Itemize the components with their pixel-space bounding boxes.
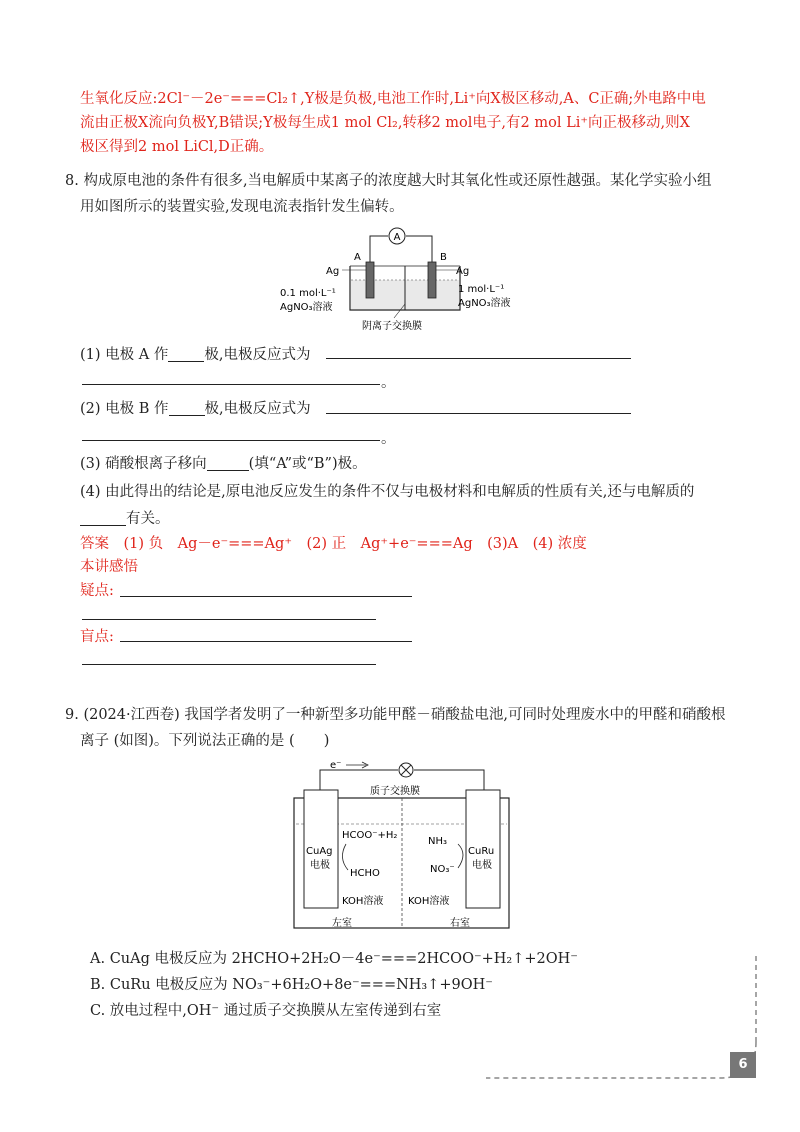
nh3-product: NH₃ [428,836,448,847]
membrane-label: 阴离子交换膜 [362,321,422,332]
prev-answer-line-2: 流由正极X流向负极Y,B错误;Y极每生成1 mol Cl₂,转移2 mol电子,有2 mol Li⁺向正极移动,则X [80,115,690,131]
q9-stem-line-1: 9. (2024·江西卷) 我国学者发明了一种新型多功能甲醛－硝酸盐电池,可同时处理废水中的甲醛和硝酸根 [65,707,726,723]
q8-part-2-blank-1[interactable] [169,399,205,416]
hcho-reactant: HCHO [350,868,380,879]
q9-option-a[interactable]: A. CuAg 电极反应为 2HCHO+2H₂O－4e⁻===2HCOO⁻+H₂↑+2OH⁻ [90,951,578,967]
prev-answer-line-1: 生氧化反应:2Cl⁻－2e⁻===Cl₂↑,Y极是负极,电池工作时,Li⁺向X极区移动,A、C正确;外电路中电 [80,91,706,107]
proton-membrane-label: 质子交换膜 [370,786,420,797]
q8-part-4-line-1: (4) 由此得出的结论是,原电池反应发生的条件不仅与电极材料和电解质的性质有关,还与电解质的 [80,484,695,500]
q8-part-1 [80,343,740,367]
q8-part-3-lead: (3) 硝酸根离子移向 [80,456,207,472]
q8-part-2-answer-line-a[interactable] [326,413,631,414]
electron-label: e⁻ [330,760,342,771]
left-concentration: 0.1 mol·L⁻¹ [280,288,336,299]
blind-line-1[interactable] [120,641,412,642]
q8-part-1-lead: (1) 电极 A 作 [80,347,169,363]
no3-reactant: NO₃⁻ [430,864,455,875]
reflection-title: 本讲感悟 [80,559,138,575]
q8-part-3-blank[interactable] [207,454,249,471]
doubt-line-1[interactable] [120,596,412,597]
right-solution: AgNO₃溶液 [458,298,511,309]
cuag-electrode-label: 电极 [310,860,330,871]
q8-stem-line-2: 用如图所示的装置实验,发现电流表指针发生偏转。 [80,199,404,215]
q8-part-4-line-2 [80,507,740,531]
q8-stem-line-1: 8. 构成原电池的条件有很多,当电解质中某离子的浓度越大时其氧化性或还原性越强。某化学实验小组 [65,173,712,189]
page-number: 6 [730,1052,756,1078]
koh-left: KOH溶液 [342,896,384,907]
q8-part-4-blank[interactable] [80,509,126,526]
ammeter-label: A [393,232,401,243]
q8-part-2-mid: 极,电极反应式为 [204,401,311,417]
prev-answer-line-3: 极区得到2 mol LiCl,D正确。 [80,139,274,155]
q9-stem-line-2: 离子 (如图)。下列说法正确的是 ( ) [80,733,330,749]
hcoo-product: HCOO⁻+H₂ [342,830,398,841]
koh-right: KOH溶液 [408,896,450,907]
q8-answer: 答案 (1) 负 Ag－e⁻===Ag⁺ (2) 正 Ag⁺+e⁻===Ag (3)A (4) 浓度 [80,536,587,552]
doubt-line-2[interactable] [82,619,376,620]
blind-line-2[interactable] [82,664,376,665]
right-concentration: 1 mol·L⁻¹ [458,284,505,295]
blind-label: 盲点: [80,629,114,645]
q8-part-1-blank-1[interactable] [168,345,204,362]
doubt-label: 疑点: [80,583,114,599]
left-room-label: 左室 [332,918,352,929]
electrode-b-label: B [440,252,447,263]
page-corner-decoration [480,950,770,1090]
q8-part-2-answer-line-b[interactable] [82,440,380,441]
q8-part-1-mid: 极,电极反应式为 [204,347,311,363]
q8-part-4-tail: 有关。 [126,511,170,527]
q8-part-2 [80,397,740,421]
q9-option-b[interactable]: B. CuRu 电极反应为 NO₃⁻+6H₂O+8e⁻===NH₃↑+9OH⁻ [90,977,493,993]
q8-part-3-tail: (填“A”或“B”)极。 [248,456,367,472]
curu-label: CuRu [468,846,495,857]
q8-part-2-lead: (2) 电极 B 作 [80,401,169,417]
q8-cell-figure [270,222,540,340]
q8-part-3 [80,452,740,476]
q8-part-2-period: 。 [381,431,396,447]
ag-right-label: Ag [456,266,470,277]
electrode-a-label: A [354,252,361,263]
cuag-label: CuAg [306,846,333,857]
ag-left-label: Ag [326,266,340,277]
right-room-label: 右室 [450,918,470,929]
q8-part-1-answer-line-a[interactable] [326,358,631,359]
left-solution: AgNO₃溶液 [280,302,333,313]
q8-part-1-answer-line-b[interactable] [82,384,380,385]
curu-electrode-label: 电极 [472,860,492,871]
q8-part-1-period: 。 [381,375,396,391]
q9-cell-figure [290,758,515,933]
q9-option-c[interactable]: C. 放电过程中,OH⁻ 通过质子交换膜从左室传递到右室 [90,1003,442,1019]
